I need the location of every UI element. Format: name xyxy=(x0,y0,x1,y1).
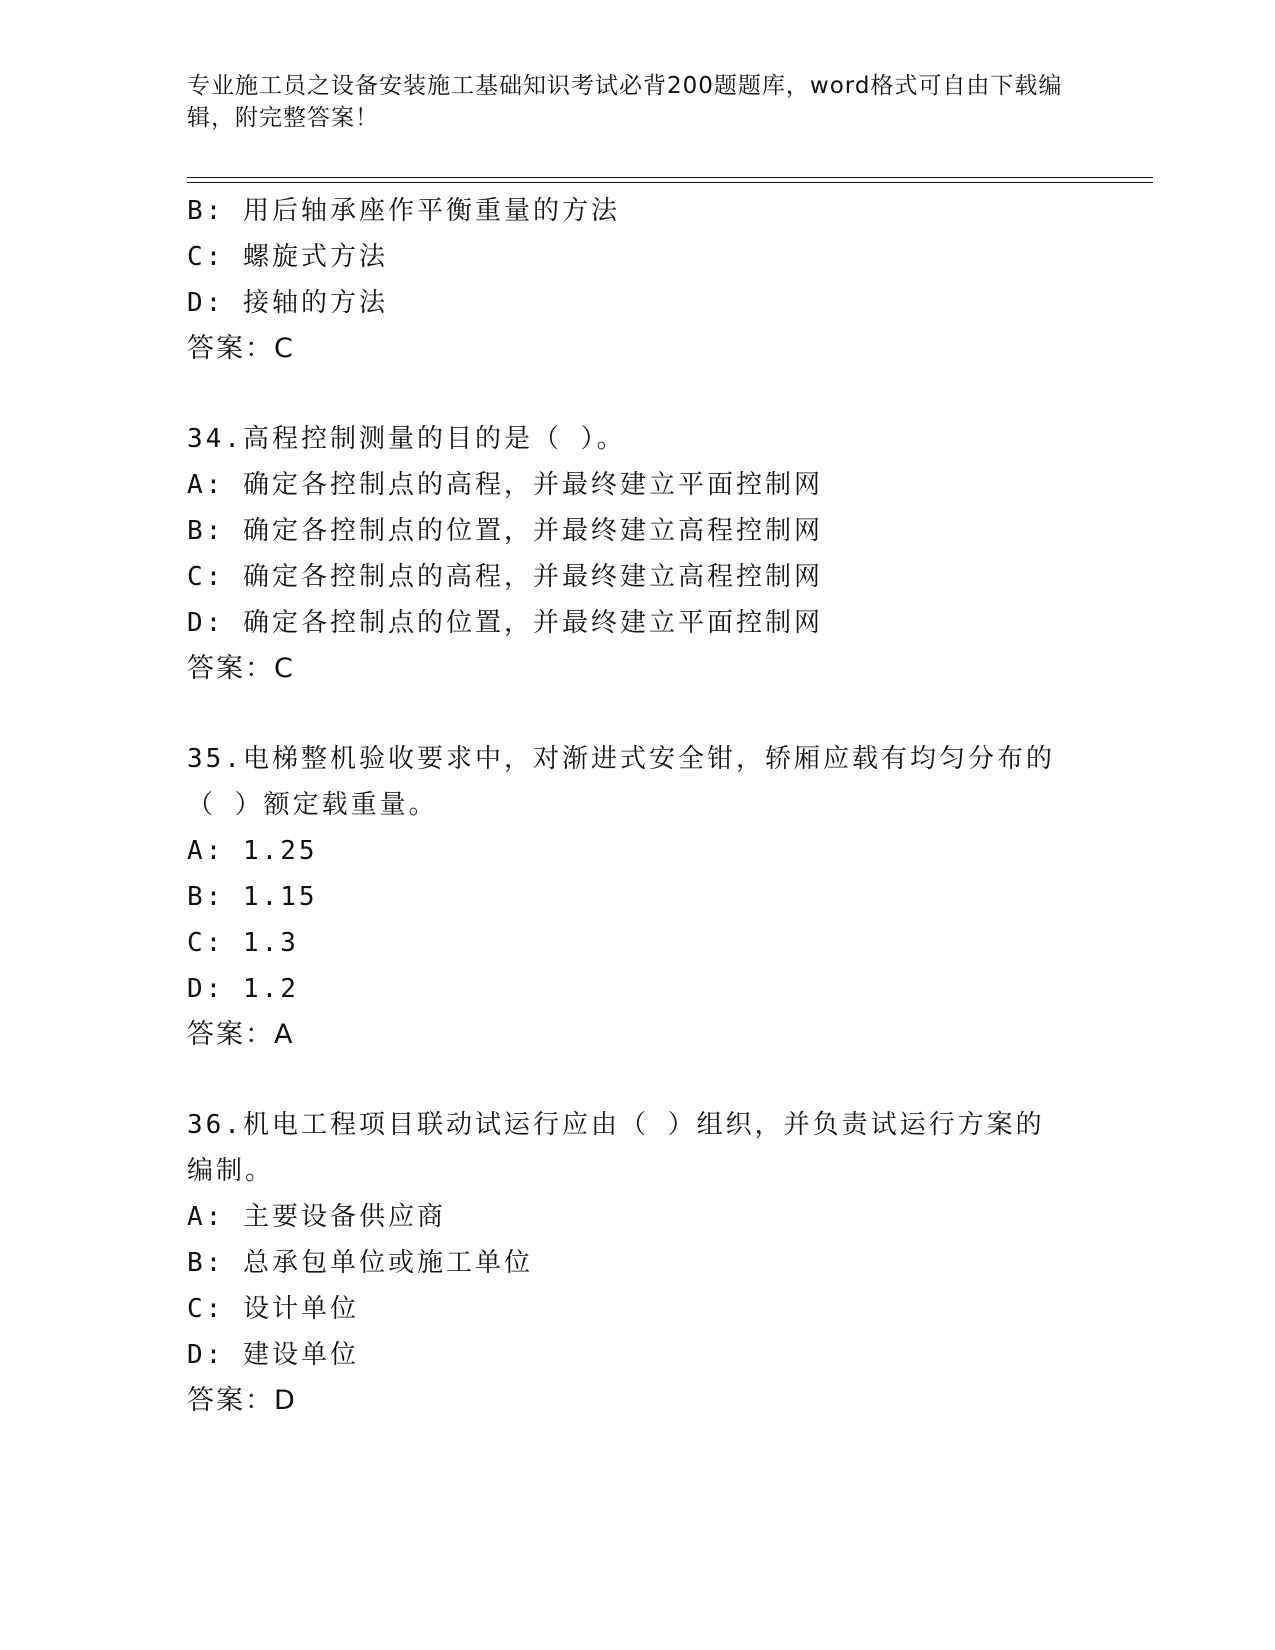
option-d: D: 1.2 xyxy=(187,974,299,1004)
option-d: D: 确定各控制点的位置，并最终建立平面控制网 xyxy=(187,608,823,638)
question-36 xyxy=(187,1102,1087,1424)
option-c: C: 1.3 xyxy=(187,928,299,958)
question-list xyxy=(187,188,1087,1424)
question-33 xyxy=(187,188,1087,372)
question-stem: 36.机电工程项目联动试运行应由（ ）组织，并负责试运行方案的编制。 xyxy=(187,1110,1045,1186)
question-34 xyxy=(187,416,1087,692)
header-divider-bottom xyxy=(187,182,1153,183)
option-b: B: 确定各控制点的位置，并最终建立高程控制网 xyxy=(187,516,823,546)
option-d: D: 建设单位 xyxy=(187,1340,359,1370)
option-a: A: 主要设备供应商 xyxy=(187,1202,446,1232)
option-b: B: 用后轴承座作平衡重量的方法 xyxy=(187,196,620,226)
spacer xyxy=(187,372,1087,416)
answer-label: 答案：C xyxy=(187,653,295,684)
option-b: B: 总承包单位或施工单位 xyxy=(187,1248,533,1278)
question-35 xyxy=(187,736,1087,1058)
option-d: D: 接轴的方法 xyxy=(187,288,388,318)
option-c: C: 螺旋式方法 xyxy=(187,242,388,272)
answer-label: 答案：C xyxy=(187,333,295,364)
header-divider-top xyxy=(187,177,1153,178)
option-c: C: 确定各控制点的高程，并最终建立高程控制网 xyxy=(187,562,823,592)
question-stem: 35.电梯整机验收要求中，对渐进式安全钳，轿厢应载有均匀分布的（ ）额定载重量。 xyxy=(187,744,1055,820)
option-a: A: 确定各控制点的高程，并最终建立平面控制网 xyxy=(187,470,823,500)
spacer xyxy=(187,692,1087,736)
option-b: B: 1.15 xyxy=(187,882,318,912)
spacer xyxy=(187,1058,1087,1102)
document-header: 专业施工员之设备安装施工基础知识考试必背200题题库，word格式可自由下载编辑，附完整答案！ xyxy=(187,73,1063,131)
answer-label: 答案：D xyxy=(187,1385,297,1416)
option-a: A: 1.25 xyxy=(187,836,318,866)
question-stem: 34.高程控制测量的目的是（ ）。 xyxy=(187,424,626,454)
answer-label: 答案：A xyxy=(187,1019,295,1050)
option-c: C: 设计单位 xyxy=(187,1294,359,1324)
